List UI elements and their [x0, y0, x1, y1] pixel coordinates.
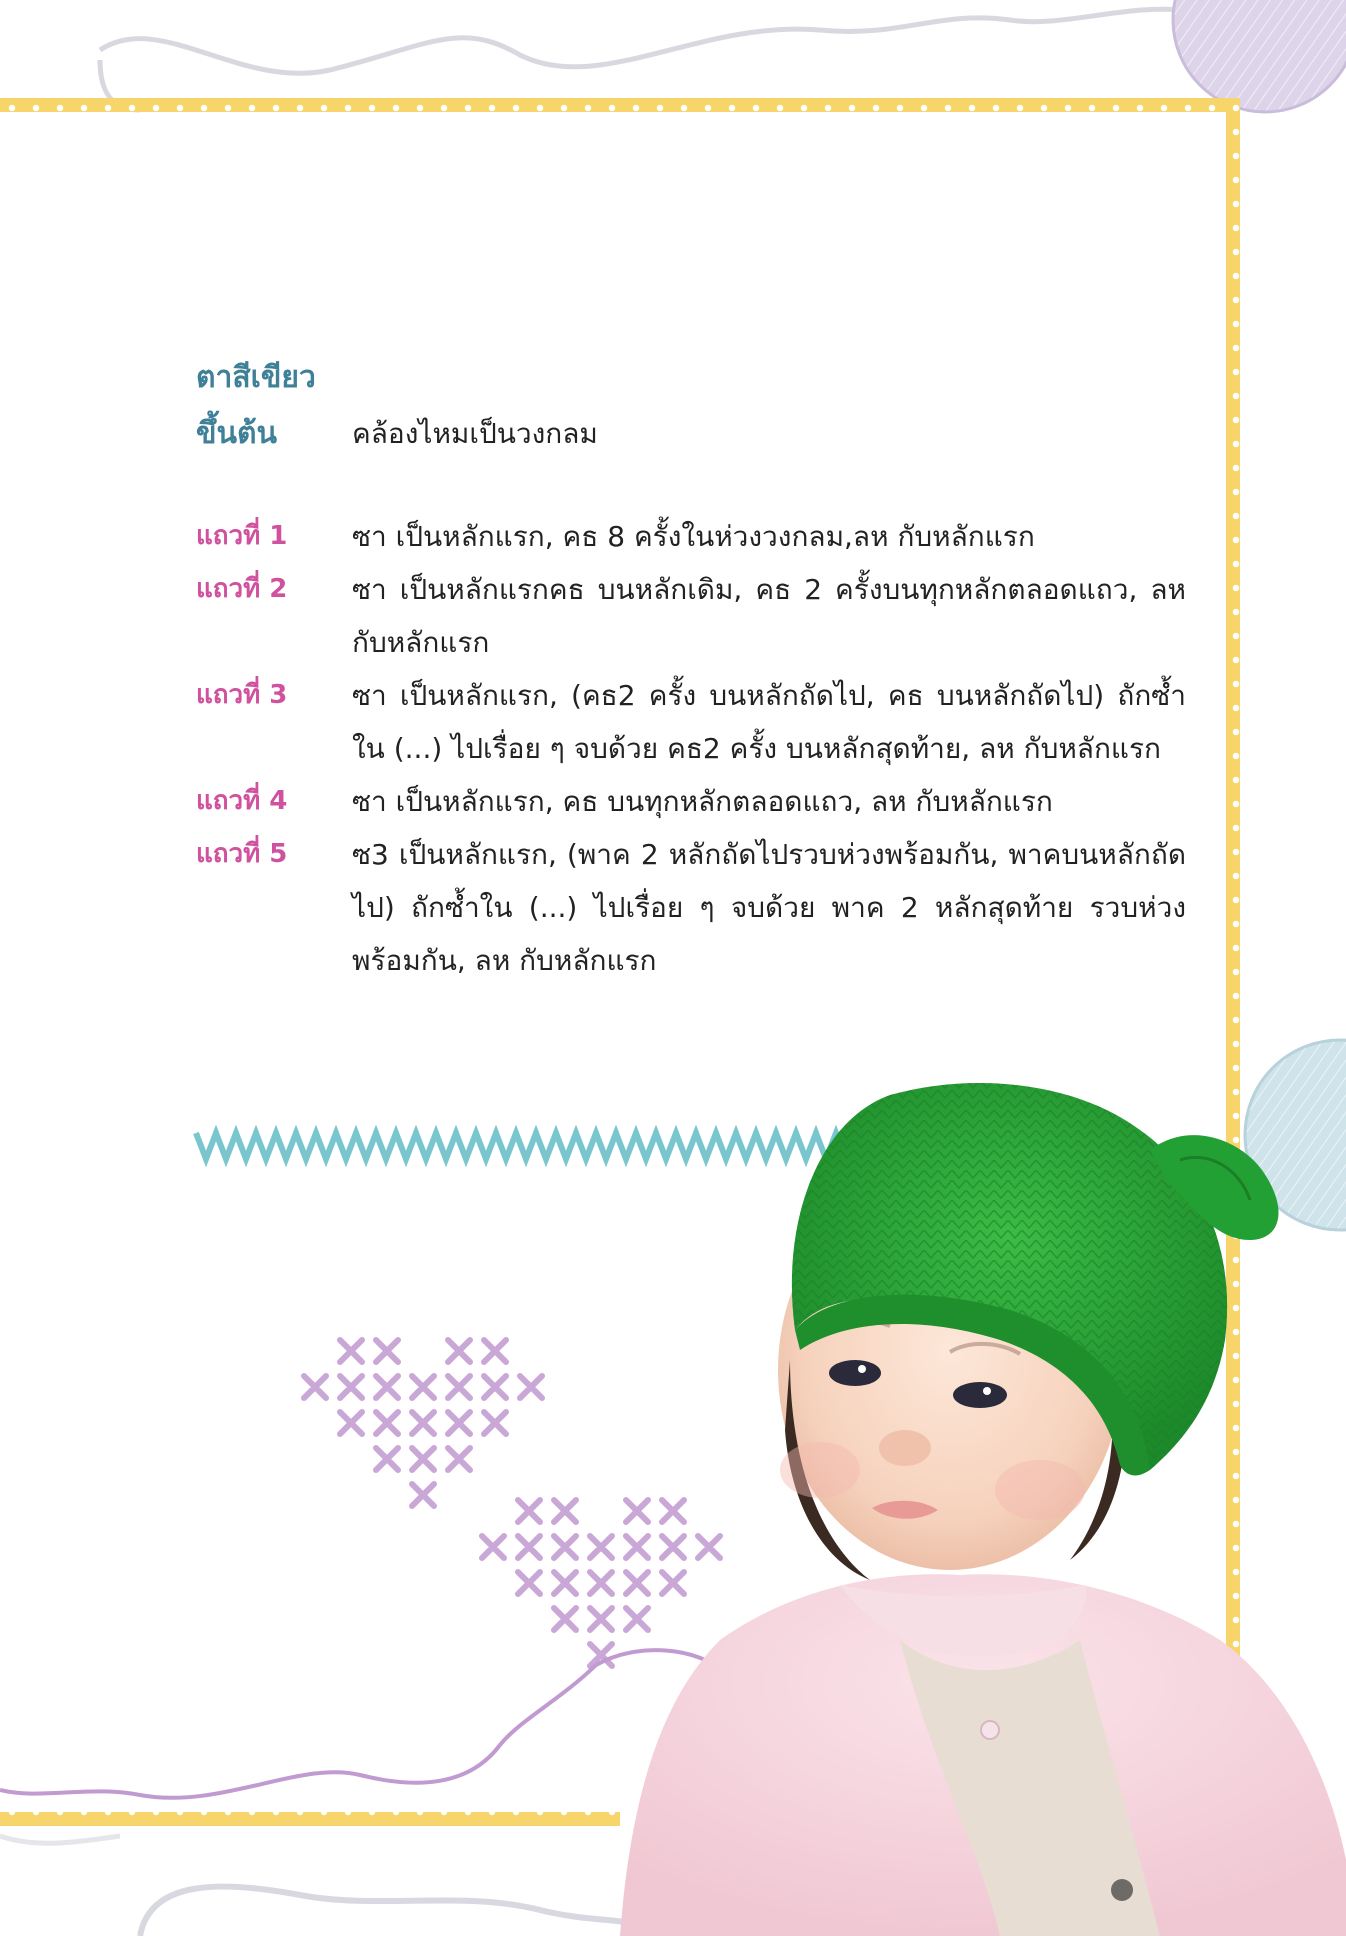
row-label: แถวที่ 3 [196, 680, 288, 710]
start-text: คล้องไหมเป็นวงกลม [352, 417, 598, 450]
pattern-row [196, 563, 1196, 669]
row-label: แถวที่ 5 [196, 839, 288, 869]
row-label: แถวที่ 4 [196, 786, 288, 816]
yarn-thread-top [100, 9, 1180, 73]
pattern-row [196, 510, 1196, 563]
section-title: ตาสีเขียว [196, 360, 316, 395]
pattern-instructions [196, 350, 1196, 987]
yarn-thread-bottom [140, 1887, 660, 1936]
row-text: ซา เป็นหลักแรกคธ บนหลักเดิม, คธ 2 ครั้งบนทุกหลักตลอดแถว, ลห กับหลักแรก [352, 573, 1186, 659]
yarn-ball-icon [1173, 0, 1346, 112]
yarn-thread-lavender [0, 1665, 596, 1798]
start-label: ขึ้นต้น [196, 416, 278, 451]
row-text: ซา เป็นหลักแรก, คธ บนทุกหลักตลอดแถว, ลห กับหลักแรก [352, 785, 1053, 818]
row-label: แถวที่ 2 [196, 574, 288, 604]
spacer [196, 462, 1196, 510]
row-text: ซา เป็นหลักแรก, คธ 8 ครั้งในห่วงวงกลม,ลห กับหลักแรก [352, 520, 1035, 553]
start-row [196, 406, 1196, 462]
row-list [196, 510, 1196, 987]
cross-stitch-hearts [304, 1340, 720, 1666]
pattern-row [196, 828, 1196, 987]
row-label: แถวที่ 1 [196, 521, 288, 551]
row-text: ซ3 เป็นหลักแรก, (พาค 2 หลักถัดไปรวบห่วงพร้อมกัน, พาคบนหลักถัดไป) ถักซ้ำใน (...) ไปเรื่อย ๆ จบด้วย พาค 2 หลักสุดท้าย รวบห่วงพร้อมกัน, ลห กับหลักแรก [352, 838, 1186, 977]
row-text: ซา เป็นหลักแรก, (คธ2 ครั้ง บนหลักถัดไป, คธ บนหลักถัดไป) ถักซ้ำใน (...) ไปเรื่อย ๆ จบด้วย คธ2 ครั้ง บนหลักสุดท้าย, ลห กับหลักแรก [352, 679, 1186, 765]
pattern-row [196, 669, 1196, 775]
pattern-row [196, 775, 1196, 828]
zigzag-stitch-line [196, 1133, 846, 1159]
